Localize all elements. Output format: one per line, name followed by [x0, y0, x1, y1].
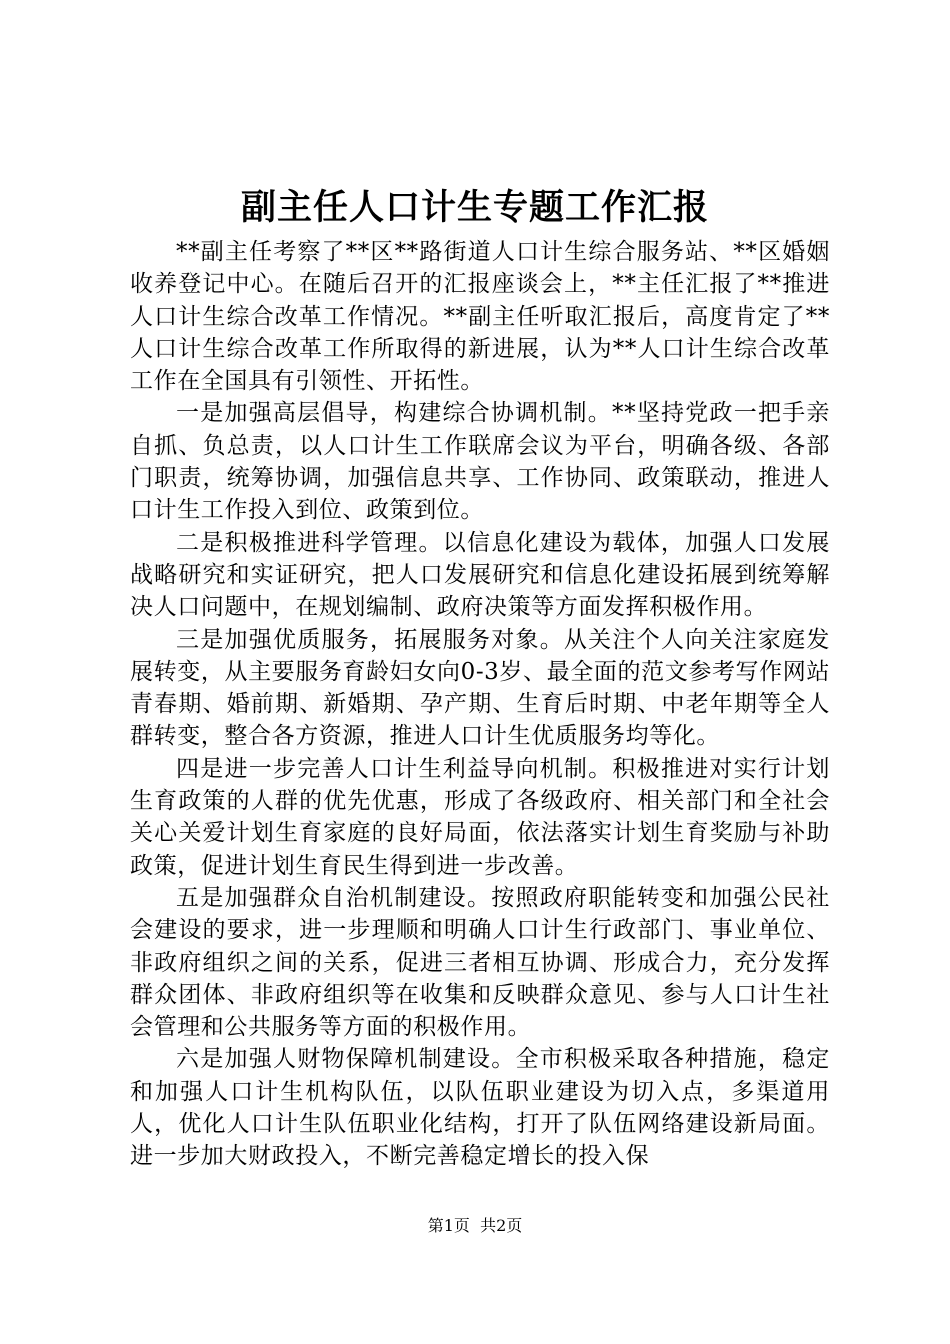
paragraph-point-5: 五是加强群众自治机制建设。按照政府职能转变和加强公民社会建设的要求，进一步理顺和明确人口计生行政部门、事业单位、非政府组织之间的关系，促进三者相互协调、形成合力，充分发挥群众团体、非政府组织等在收集和反映群众意见、参与人口计生社会管理和公共服务等方面的积极作用。	[130, 884, 830, 1041]
paragraph-point-3: 三是加强优质服务，拓展服务对象。从关注个人向关注家庭发展转变，从主要服务育龄妇女向0-3岁、最全面的范文参考写作网站青春期、婚前期、新婚期、孕产期、生育后时期、中老年期等全人群转变，整合各方资源，推进人口计生优质服务均等化。	[130, 626, 830, 750]
paragraph-point-6: 六是加强人财物保障机制建设。全市积极采取各种措施，稳定和加强人口计生机构队伍，以队伍职业建设为切入点，多渠道用人，优化人口计生队伍职业化结构，打开了队伍网络建设新局面。进一步加大财政投入，不断完善稳定增长的投入保	[130, 1046, 830, 1170]
document-title: 副主任人口计生专题工作汇报	[240, 187, 709, 228]
paragraph-point-4: 四是进一步完善人口计生利益导向机制。积极推进对实行计划生育政策的人群的优先优惠，形成了各级政府、相关部门和全社会关心关爱计划生育家庭的良好局面，依法落实计划生育奖励与补助政策，促进计划生育民生得到进一步改善。	[130, 755, 830, 879]
document-body	[130, 236, 830, 1173]
paragraph-point-1: 一是加强高层倡导，构建综合协调机制。**坚持党政一把手亲自抓、负总责，以人口计生工作联席会议为平台，明确各级、各部门职责，统筹协调，加强信息共享、工作协同、政策联动，推进人口计生工作投入到位、政策到位。	[130, 400, 830, 524]
page-number-footer: 第1页 共2页	[427, 1216, 523, 1235]
paragraph-point-2: 二是积极推进科学管理。以信息化建设为载体，加强人口发展战略研究和实证研究，把人口发展研究和信息化建设拓展到统筹解决人口问题中，在规划编制、政府决策等方面发挥积极作用。	[130, 529, 830, 621]
paragraph-intro: **副主任考察了**区**路街道人口计生综合服务站、**区婚姻收养登记中心。在随后召开的汇报座谈会上，**主任汇报了**推进人口计生综合改革工作情况。**副主任听取汇报后，高度肯定了**人口计生综合改革工作所取得的新进展，认为**人口计生综合改革工作在全国具有引领性、开拓性。	[130, 239, 830, 395]
